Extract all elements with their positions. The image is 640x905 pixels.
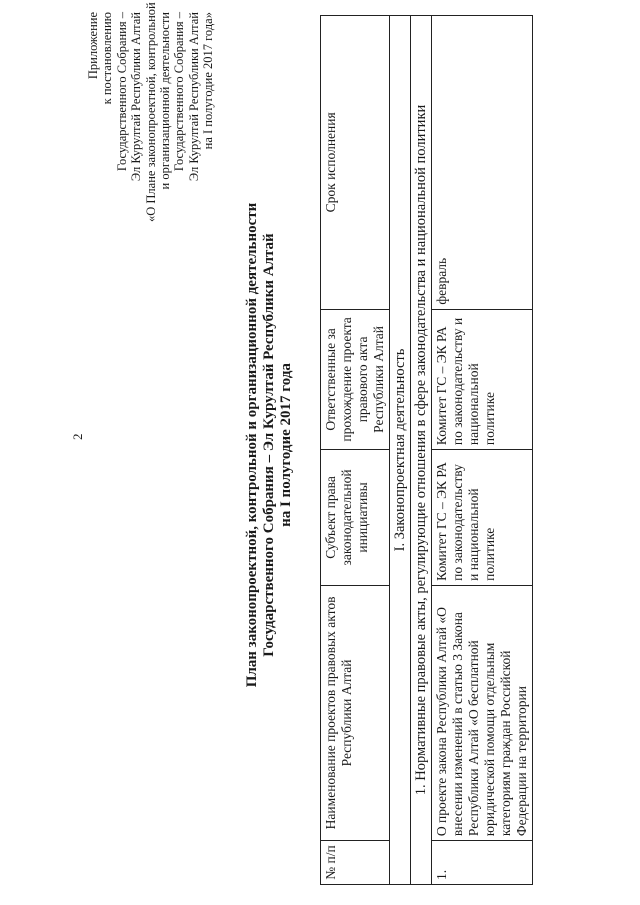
- appendix-line: Эл Курултай Республики Алтай: [186, 12, 201, 182]
- header-subject: Субъект права законодательной инициативы: [321, 450, 390, 586]
- appendix-note: [86, 2, 216, 222]
- section-title: I. Законопроектная деятельность: [390, 16, 411, 885]
- section-row: [390, 16, 411, 885]
- page-number: 2: [70, 433, 85, 440]
- title-line: План законопроектной, контрольной и организационной деятельности: [244, 202, 260, 688]
- document-title: [244, 195, 295, 695]
- row-term: февраль: [432, 16, 533, 310]
- subsection-row: [411, 16, 432, 885]
- table-row: [432, 16, 533, 885]
- row-subject: Комитет ГС – ЭК РА по законодательству и национальной политике: [432, 450, 533, 586]
- appendix-line: Приложение: [86, 12, 100, 80]
- appendix-line: и организационной деятельности: [158, 12, 173, 190]
- appendix-line: на I полугодие 2017 года»: [201, 12, 216, 150]
- appendix-line: к постановлению: [100, 12, 115, 105]
- header-responsible: Ответственные за прохождение проекта правового акта Республики Алтай: [321, 309, 390, 449]
- appendix-line: «О Плане законопроектной, контрольной: [143, 2, 158, 222]
- appendix-line: Эл Курултай Республики Алтай: [129, 12, 144, 182]
- header-name: Наименование проектов правовых актов Республики Алтай: [321, 585, 390, 840]
- row-responsible: Комитет ГС – ЭК РА по законодательству и национальной политике: [432, 309, 533, 449]
- appendix-line: Государственного Собрания –: [114, 12, 129, 172]
- header-term: Срок исполнения: [321, 16, 390, 310]
- row-num: 1.: [432, 841, 533, 885]
- appendix-line: Государственного Собрания –: [172, 12, 187, 172]
- plan-table: [320, 15, 533, 885]
- subsection-title: 1. Нормативные правовые акты, регулирующие отношения в сфере законодательства и национальной политики: [411, 16, 432, 885]
- title-line: Государственного Собрания – Эл Курултай Республики Алтай: [261, 233, 277, 657]
- title-line: на I полугодие 2017 года: [278, 363, 294, 527]
- row-name: О проекте закона Республики Алтай «О внесении изменений в статью 3 Закона Республики Алтай «О бесплатной юридической помощи отдельным категориям граждан Российской Федерации на территории: [432, 585, 533, 840]
- table-header-row: [321, 16, 390, 885]
- header-num: № п/п: [321, 841, 390, 885]
